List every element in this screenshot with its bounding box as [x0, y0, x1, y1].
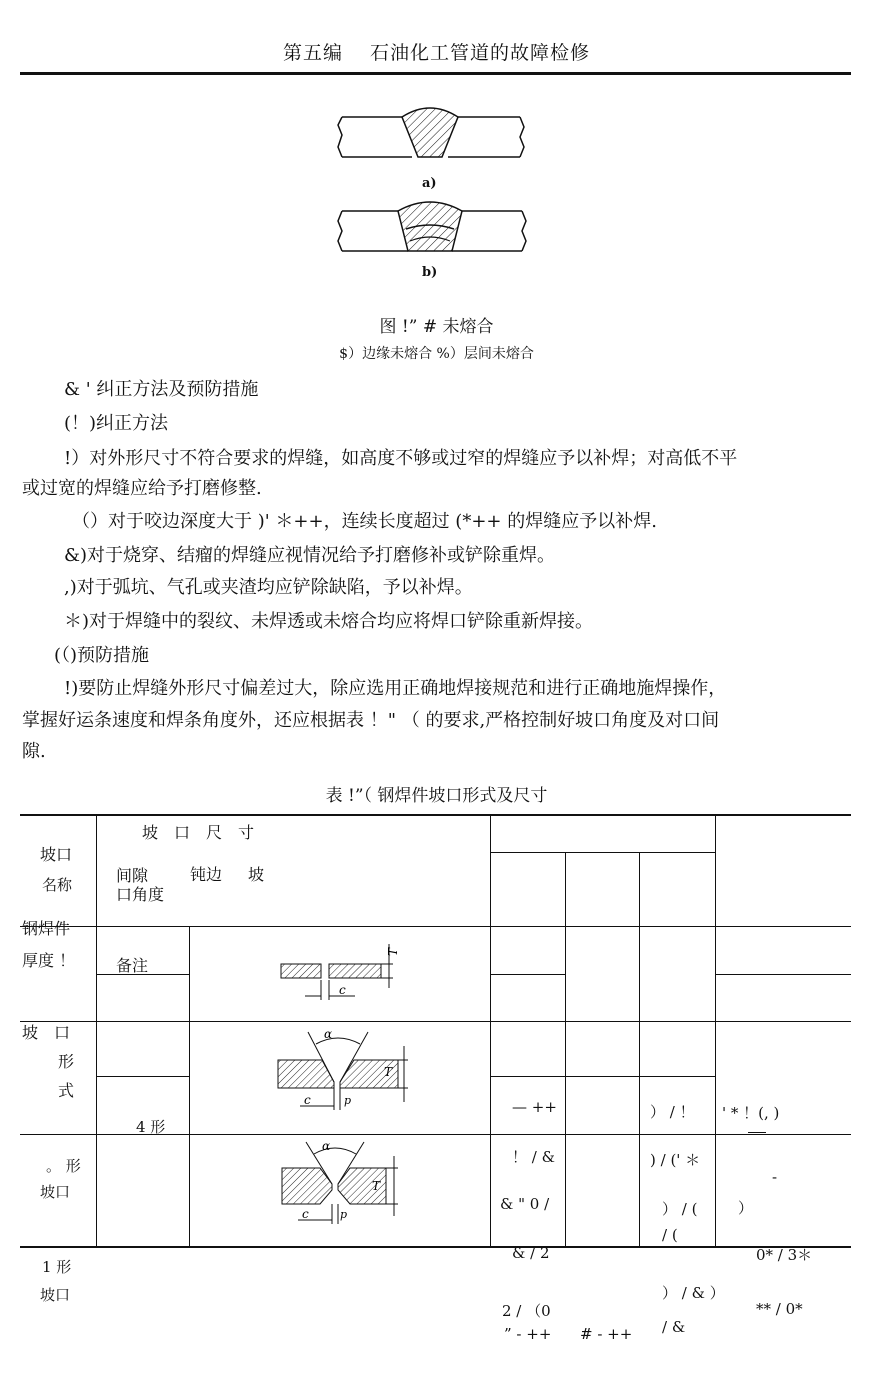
symbol-T-v: T [384, 1065, 393, 1079]
weld-figure-b [330, 193, 530, 263]
paragraph-2: （）对于咬边深度大于 )' ＊++，连续长度超过 (*++ 的焊缝应予以补焊. [72, 511, 657, 532]
x-groove-diagram [274, 1138, 404, 1230]
header-form-1: 坡 口 [22, 1023, 71, 1042]
weld-figure-a [330, 95, 530, 165]
symbol-p-x: p [340, 1208, 348, 1221]
header-gap: 间隙 [116, 866, 149, 885]
header-rule [20, 72, 851, 75]
table-caption: 表 !”（ 钢焊件坡口形式及尺寸 [325, 786, 548, 806]
row3-name-2: 坡口 [40, 1286, 71, 1304]
subsection-correction-methods: (！)纠正方法 [64, 413, 169, 434]
row2-note-1: - [772, 1168, 778, 1186]
row2-name-2: 坡口 [40, 1183, 71, 1201]
row2-thickness-1: ！ / & [512, 1148, 555, 1166]
section-heading-correction: & ' 纠正方法及预防措施 [64, 379, 259, 400]
header-form-3: 式 [58, 1081, 75, 1100]
v-groove-diagram [272, 1026, 412, 1116]
figure-caption: 图 !” # 未熔合 [379, 317, 494, 337]
symbol-alpha-x: α [322, 1139, 331, 1153]
row3-thickness-3: ” - ++ [504, 1325, 552, 1343]
header-groove-name-1: 坡口 [40, 845, 73, 864]
row2-gap-2: ） / ( [662, 1200, 698, 1218]
row3-gap-1: ） / & ） [662, 1284, 725, 1302]
row2-gap-1: ) / (' ＊ [650, 1151, 701, 1169]
paragraph-5: ＊)对于焊缝中的裂纹、未焊透或未熔合均应将焊口铲除重新焊接。 [64, 611, 594, 632]
symbol-T: T [386, 947, 400, 956]
row3-thickness-4: # - ++ [580, 1325, 633, 1343]
row3-note-2: ** / 0* [756, 1300, 803, 1318]
row1-name: 4 形 [136, 1118, 166, 1136]
page-header-title: 第五编 石油化工管道的故障检修 [282, 42, 591, 64]
row1-thickness: — ++ [512, 1098, 557, 1116]
symbol-c-v: c [304, 1093, 311, 1107]
paragraph-6-line-2: 掌握好运条速度和焊条角度外，还应根据表 ！" （ 的要求,严格控制好坡口角度及对口间 [22, 710, 720, 731]
header-form-2: 形 [58, 1052, 75, 1071]
paragraph-6-line-1: !)要防止焊缝外形尺寸偏差过大，除应选用正确地焊接规范和进行正确地施焊操作， [64, 678, 727, 699]
header-thickness-1: 钢焊件 [22, 919, 71, 938]
figure-label-b: b) [422, 265, 438, 280]
header-groove-dimensions: 坡 口 尺 寸 [142, 823, 255, 842]
row2-thickness-2: & " 0 / [500, 1195, 550, 1213]
paragraph-1-line-2: 或过宽的焊缝应给予打磨修整. [22, 478, 262, 499]
header-blunt-edge: 钝边 [190, 865, 223, 884]
row3-note-1: 0* / 3＊ [756, 1246, 813, 1264]
row2-note-2: ） [738, 1199, 754, 1217]
symbol-T-x: T [372, 1179, 381, 1193]
symbol-p: p [344, 1094, 352, 1107]
row3-name-1: 1 形 [42, 1258, 72, 1276]
symbol-c: c [339, 983, 346, 997]
row3-gap-2: / & [662, 1318, 686, 1336]
figure-label-a: a) [422, 176, 437, 191]
paragraph-3: &)对于烧穿、结瘤的焊缝应视情况给予打磨修补或铲除重焊。 [64, 545, 556, 566]
i-groove-diagram [275, 938, 405, 1008]
row3-thickness-2: 2 / （0 [502, 1302, 551, 1320]
row1-note: ' * ！(, ) [722, 1104, 780, 1122]
subsection-prevention: (（)预防措施 [54, 645, 150, 666]
header-angle: 口角度 [116, 885, 165, 904]
paragraph-4: ,)对于弧坑、气孔或夹渣均应铲除缺陷，予以补焊。 [64, 577, 473, 598]
header-bevel: 坡 [248, 865, 265, 884]
row2-name-1: 。 形 [46, 1157, 81, 1175]
paragraph-6-line-3: 隙. [22, 741, 46, 762]
header-thickness-2: 厚度 ！ [22, 951, 76, 970]
symbol-c-x: c [302, 1207, 309, 1221]
header-groove-name-2: 名称 [42, 876, 73, 894]
symbol-alpha: α [324, 1027, 333, 1041]
paragraph-1-line-1: !）对外形尺寸不符合要求的焊缝，如高度不够或过窄的焊缝应予以补焊；对高低不平 [64, 448, 738, 469]
row1-gap: ） / ！ [650, 1103, 695, 1121]
header-remarks: 备注 [116, 956, 149, 975]
row2-gap-3: / ( [662, 1226, 678, 1244]
row3-thickness-1: & / 2 [512, 1244, 550, 1262]
figure-subcaption: $）边缘未熔合 %）层间未熔合 [339, 346, 534, 362]
